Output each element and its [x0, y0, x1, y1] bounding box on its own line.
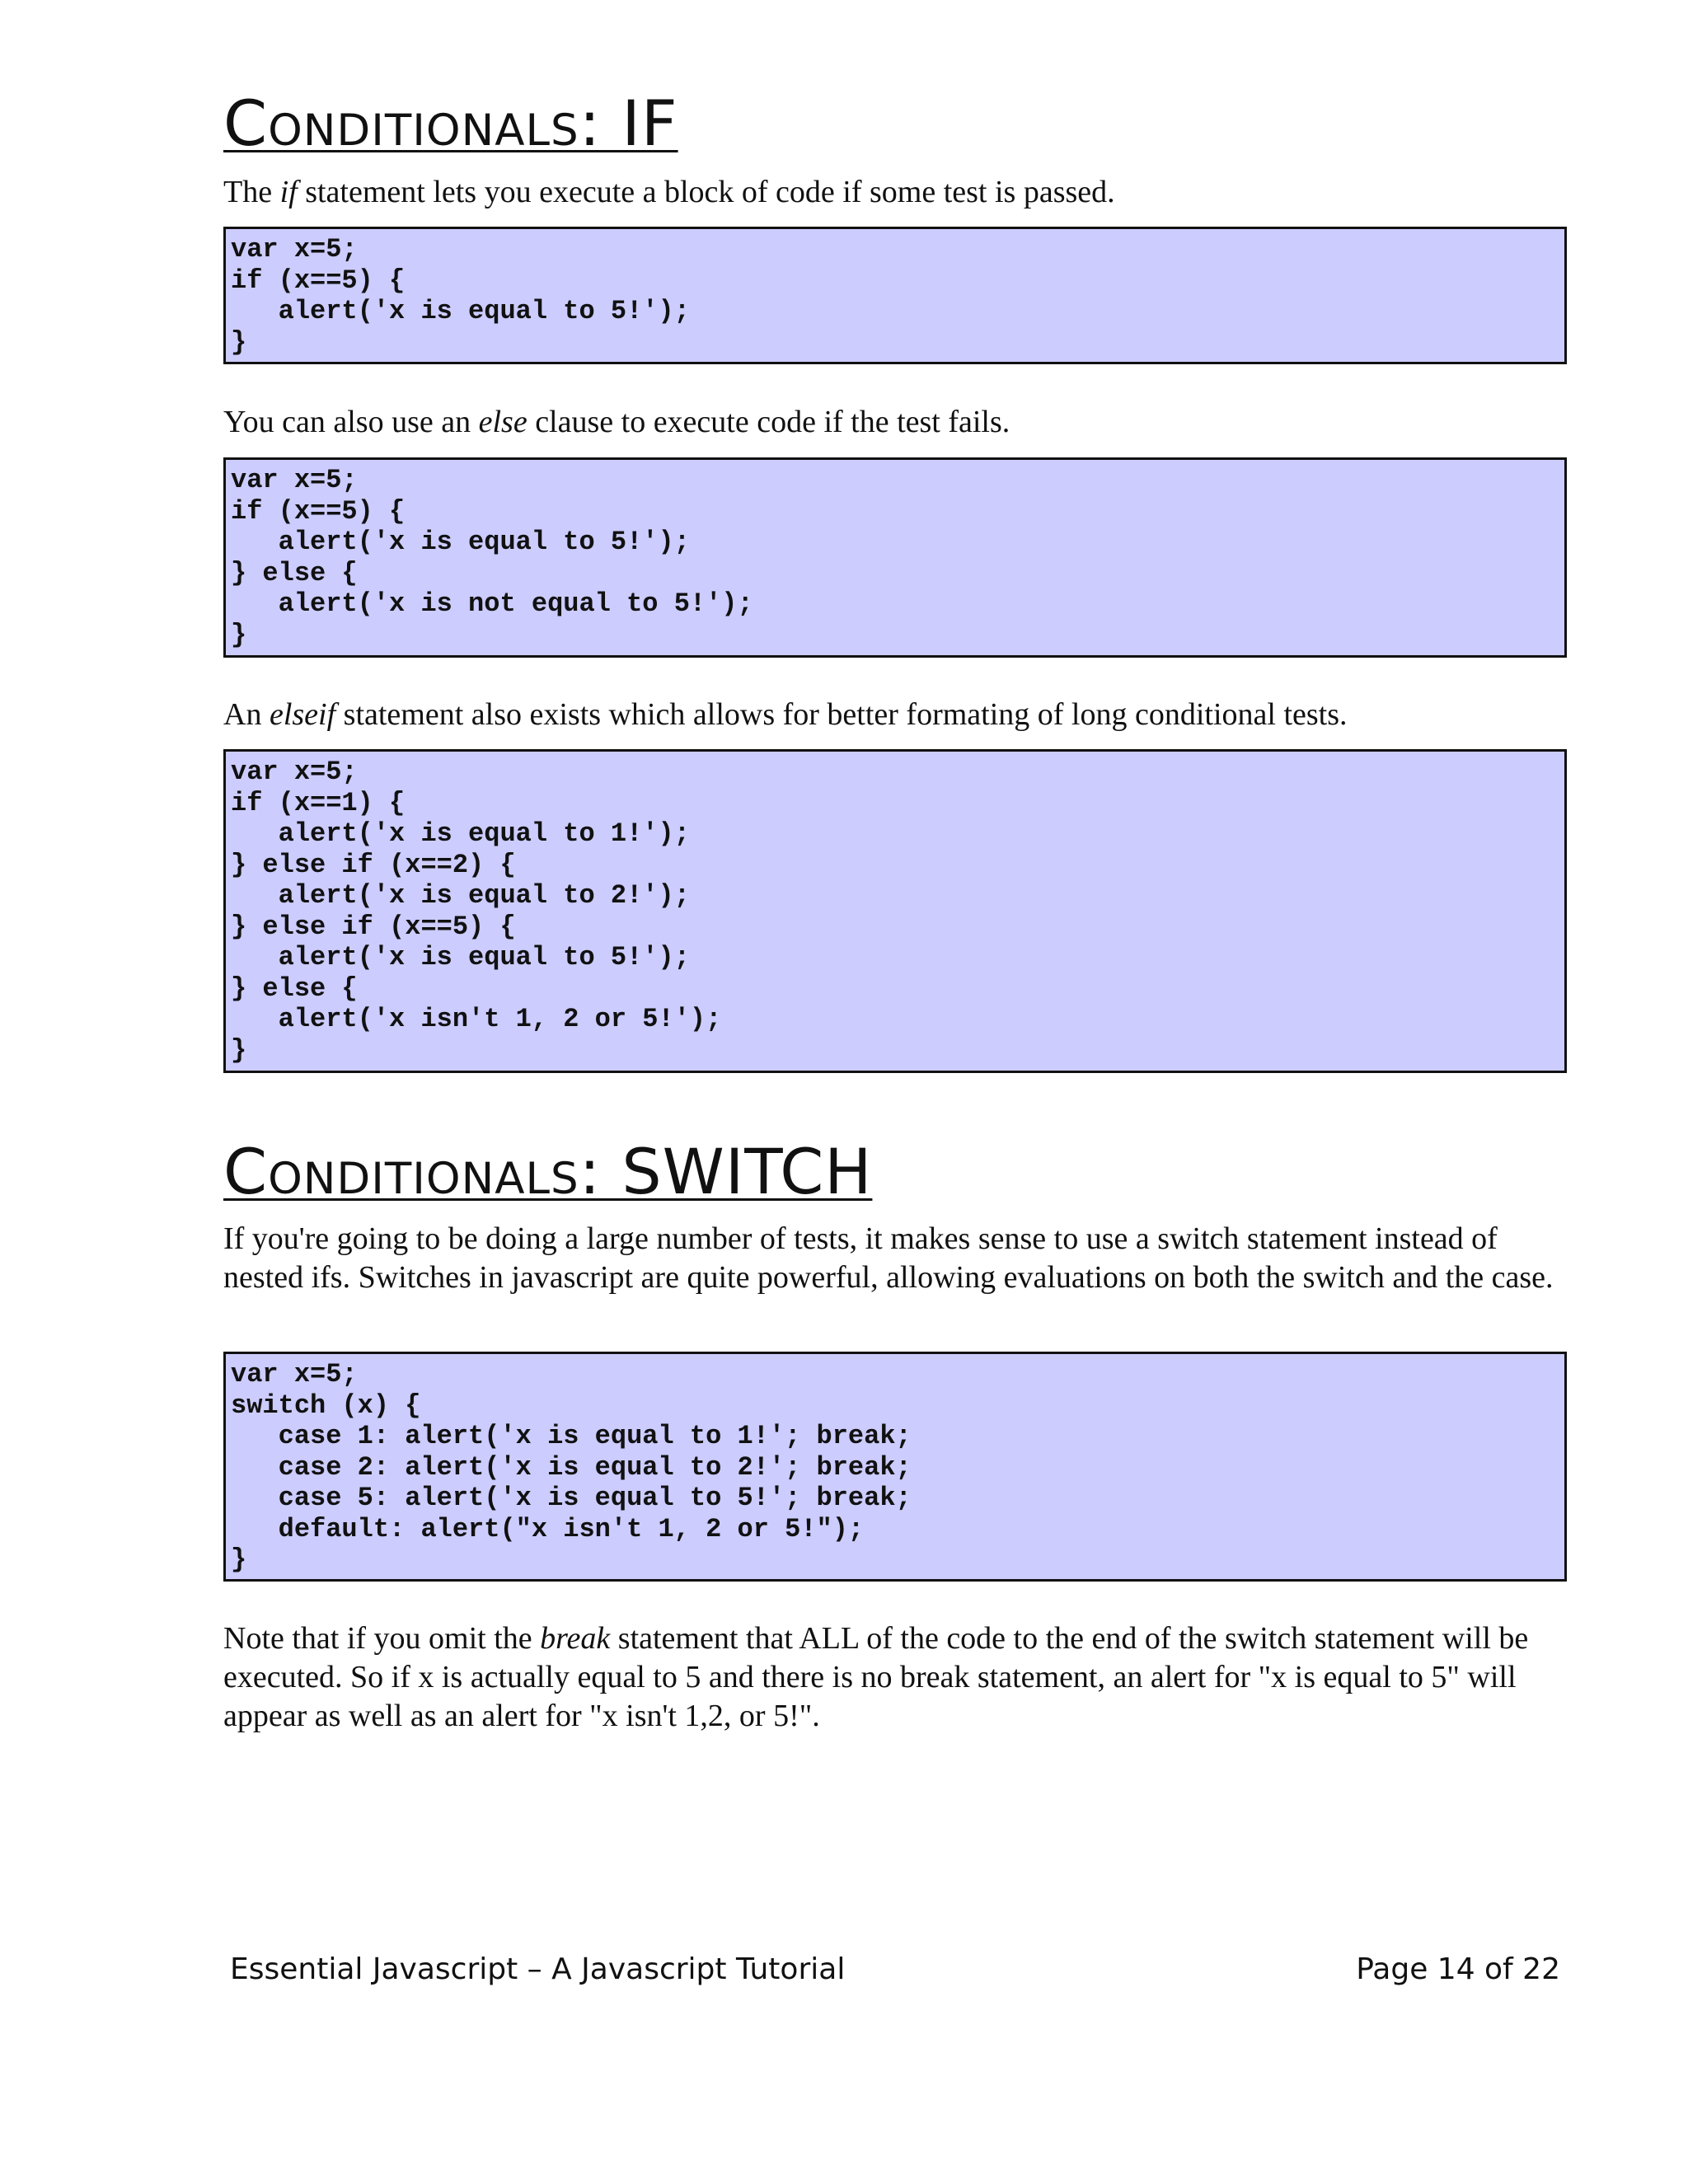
text: statement that ALL of the code to the end of the switch statement will be executed. So if x is actually equal to 5 and there is no break statement, an alert for "x is equal to 5" will appear as well as an alert for "x isn't 1,2, or 5!".: [223, 1621, 1529, 1733]
code-block-elseif: var x=5; if (x==1) { alert('x is equal to 1!'); } else if (x==2) { alert('x is equal to 2!'); } else if (x==5) { alert('x is equal to 5!'); } else { alert('x isn't 1, 2 or 5!'); }: [223, 749, 1567, 1073]
emphasis-else: else: [478, 405, 528, 439]
paragraph-if-intro: [223, 173, 1572, 212]
text: statement lets you execute a block of code if some test is passed.: [297, 175, 1115, 209]
text: clause to execute code if the test fails.: [527, 405, 1010, 439]
text: Note that if you omit the: [223, 1621, 541, 1656]
emphasis-elseif: elseif: [269, 697, 336, 732]
paragraph-break-note: [223, 1619, 1572, 1736]
text: The: [223, 175, 280, 209]
heading-conditionals-switch: Conditionals: SWITCH: [223, 1135, 873, 1208]
paragraph-switch-intro: If you're going to be doing a large number of tests, it makes sense to use a switch statement instead of nested ifs. Switches in javascript are quite powerful, allowing evaluations on both the switch and the case.: [223, 1221, 1554, 1295]
text: You can also use an: [223, 405, 479, 439]
footer-title: Essential Javascript – A Javascript Tutorial: [230, 1952, 846, 1986]
footer-page-number: Page 14 of 22: [1356, 1952, 1560, 1986]
text: statement also exists which allows for better formating of long conditional tests.: [335, 697, 1348, 732]
paragraph-elseif: [223, 696, 1572, 734]
text: An: [223, 697, 270, 732]
emphasis-if: if: [279, 175, 298, 209]
emphasis-break: break: [540, 1621, 611, 1656]
code-block-else: var x=5; if (x==5) { alert('x is equal to 5!'); } else { alert('x is not equal to 5!'); }: [223, 457, 1567, 658]
paragraph-else: [223, 403, 1572, 442]
code-block-if: var x=5; if (x==5) { alert('x is equal to 5!'); }: [223, 227, 1567, 364]
heading-conditionals-if: Conditionals: IF: [223, 87, 678, 160]
code-block-switch: var x=5; switch (x) { case 1: alert('x is equal to 1!'; break; case 2: alert('x is equal to 2!'; break; case 5: alert('x is equal to 5!'; break; default: alert("x isn't 1, 2 or 5!"); }: [223, 1352, 1567, 1582]
